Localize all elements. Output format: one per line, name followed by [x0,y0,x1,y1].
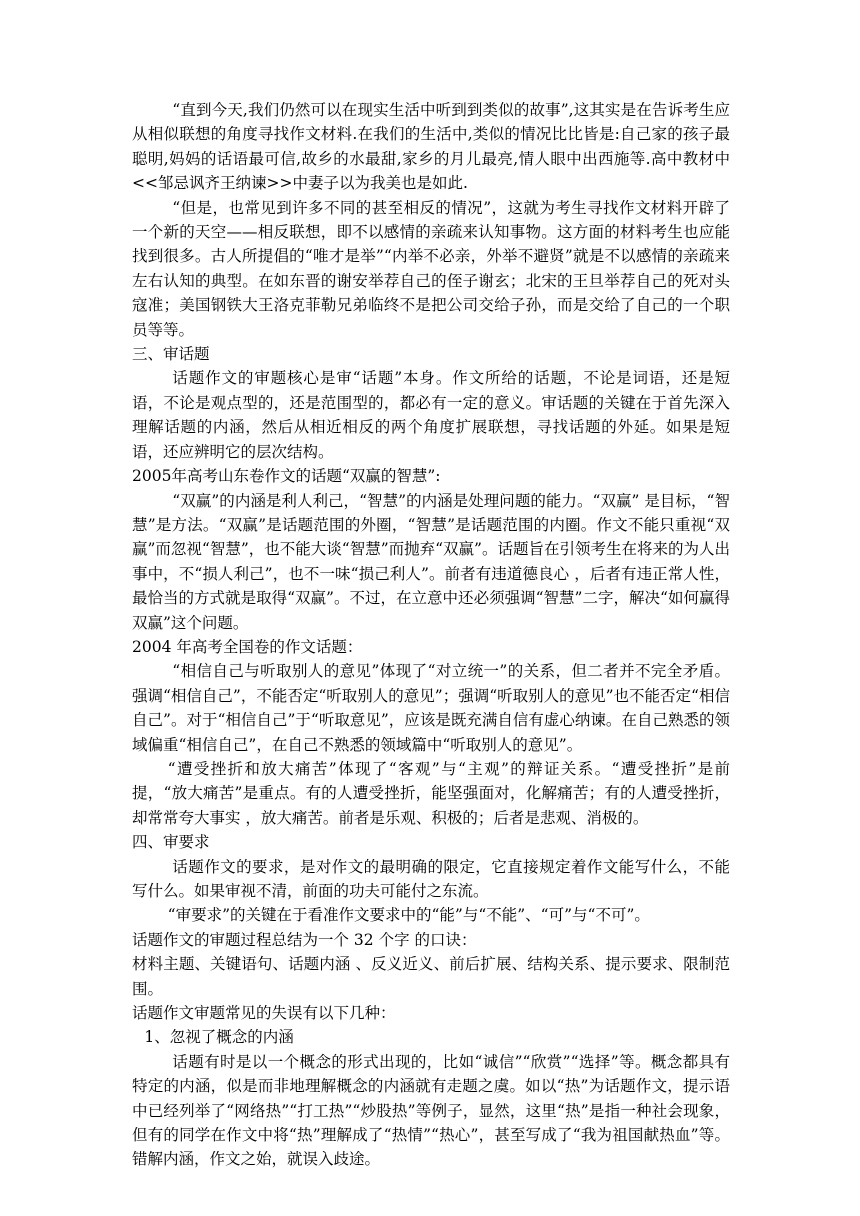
formula-title: 话题作文的审题过程总结为一个 32 个字 的口诀： [132,930,477,949]
example-title-2004: 2004 年高考全国卷的作文话题： [132,637,363,656]
mistakes-title: 话题作文审题常见的失误有以下几种： [132,1004,396,1023]
example-title-2005: 2005年高考山东卷作文的话题“双赢的智慧”: [132,467,441,486]
paragraph-trust-self: “相信自己与听取别人的意见”体现了“对立统一”的关系，但二者并不完全矛盾。强调“相信自己”，不能否定“听取别人的意见”；强调“听取别人的意见”也不能否定“相信自己”。对于“相信自己”于“听取意见”，应该是既充满自信有虚心纳谏。在自己熟悉的领域偏重“相信自己”，在自己不熟悉的领域篇中“听取别人的意见”。 [132,662,730,754]
document-body [132,98,730,1172]
paragraph-setbacks: “遭受挫折和放大痛苦”体现了“客观”与“主观”的辩证关系。“遭受挫折”是前提，“放大痛苦”是重点。有的人遭受挫折，能坚强面对，化解痛苦；有的人遭受挫折，却常常夸大事实 ，放大痛苦。前者是乐观、积极的；后者是悲观、消极的。 [132,759,730,827]
paragraph-topic-core: 话题作文的审题核心是审“话题”本身。作文所给的话题，不论是词语，还是短语，不论是观点型的，还是范围型的，都必有一定的意义。审话题的关键在于首先深入理解话题的内涵，然后从相近相反的两个角度扩展联想，寻找话题的外延。如果是短语，还应辨明它的层次结构。 [132,369,730,461]
paragraph-requirements-key: “审要求”的关键在于看准作文要求中的“能”与“不能”、“可”与“不可”。 [167,906,650,925]
section-heading-topic: 三、审话题 [132,345,210,364]
formula-text: 材料主题、关键语句、话题内涵 、反义近义、前后扩展、结构关系、提示要求、限制范围。 [132,955,730,998]
paragraph-requirements: 话题作文的要求，是对作文的最明确的限定，它直接规定着作文能写什么，不能写什么。如果审视不清，前面的功夫可能付之东流。 [132,857,730,900]
section-heading-requirements: 四、审要求 [132,833,210,852]
mistake-item-1-title: 1、忽视了概念的内涵 [144,1028,294,1047]
paragraph-win-win: “双赢”的内涵是利人利己，“智慧”的内涵是处理问题的能力。“双赢” 是目标，“智慧”是方法。“双赢”是话题范围的外圈，“智慧”是话题范围的内圈。作文不能只重视“双赢”而忽视“智慧”，也不能大谈“智慧”而抛弃“双赢”。话题旨在引领考生在将来的为人出事中，不“损人利己”，也不一味“损己利人”。前者有违道德良心 ，后者有违正常人性，最恰当的方式就是取得“双赢”。不过，在立意中还必须强调“智慧”二字，解决“如何赢得双赢”这个问题。 [132,491,730,632]
paragraph-concept-connotation: 话题有时是以一个概念的形式出现的，比如“诚信”“欣赏”“选择”等。概念都具有特定的内涵，似是而非地理解概念的内涵就有走题之虞。如以“热”为话题作文，提示语中已经列举了“网络热”“打工热”“炒股热”等例子，显然，这里“热”是指一种社会现象，但有的同学在作文中将“热”理解成了“热情”“热心”，甚至写成了“我为祖国献热血”等。错解内涵，作文之始，就误入歧途。 [132,1052,730,1169]
paragraph-opposite-association: “但是，也常见到许多不同的甚至相反的情况”，这就为考生寻找作文材料开辟了一个新的天空——相反联想，即不以感情的亲疏来认知事物。这方面的材料考生也应能找到很多。古人所提倡的“唯才是举”“内举不必亲，外举不避贤”就是不以感情的亲疏来左右认知的典型。在如东晋的谢安举荐自己的侄子谢玄；北宋的王旦举荐自己的死对头寇准；美国钢铁大王洛克菲勒兄弟临终不是把公司交给子孙，而是交给了自己的一个职员等等。 [132,198,730,339]
paragraph-similar-association: “直到今天,我们仍然可以在现实生活中听到到类似的故事”,这其实是在告诉考生应从相似联想的角度寻找作文材料.在我们的生活中,类似的情况比比皆是:自己家的孩子最聪明,妈妈的话语最可信,故乡的水最甜,家乡的月儿最亮,情人眼中出西施等.高中教材中<<邹忌讽齐王纳谏>>中妻子以为我美也是如此. [132,101,730,193]
